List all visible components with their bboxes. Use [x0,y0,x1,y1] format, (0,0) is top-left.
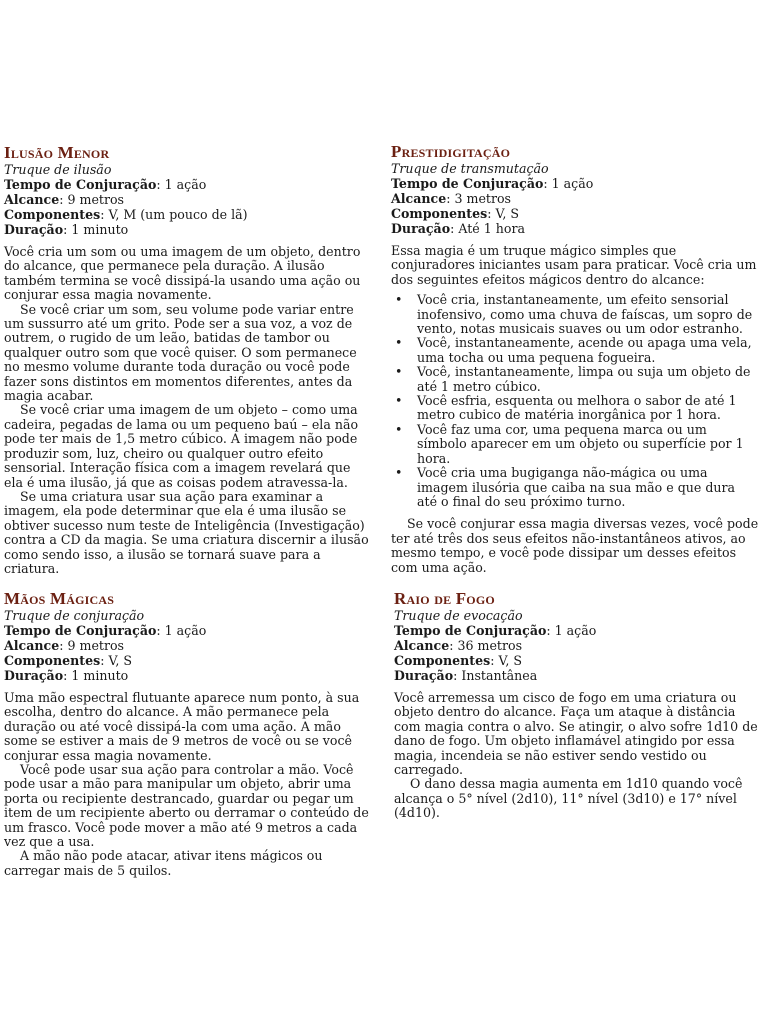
components [394,653,762,668]
duration [391,221,759,236]
stat-value: : 1 ação [156,623,207,638]
paragraph: Se uma criatura usar sua ação para examinar a imagem, ela pode determinar que ela é uma ilusão se obtiver sucesso num teste de Inteligência (Investigação) contra a CD da magia. Se uma criatura discernir a ilusão como sendo isso, a ilusão se tornará suave para a criatura. [4,488,369,576]
spell-maos-magicas [4,590,372,878]
stat-value: : 9 metros [59,638,125,653]
stat-value: : 36 metros [449,638,523,653]
stat-value: : 1 ação [543,176,594,191]
spell-school: Truque de transmutação [391,161,549,176]
spell-ilusao-menor [4,144,372,576]
stat-value: : V, S [490,653,522,668]
casting-time [4,623,372,638]
stat-label: Tempo de Conjuração [4,623,157,638]
stat-value: : V, S [487,206,519,221]
range [394,638,762,653]
components [391,206,759,221]
list-item: • Você faz uma cor, uma pequena marca ou um símbolo aparecer em um objeto ou superfície por 1 hora. [391,423,759,466]
stat-label: Duração [4,668,64,683]
range [4,192,372,207]
stat-label: Duração [391,221,451,236]
stat-label: Componentes [394,653,491,668]
spell-description [394,691,762,821]
spell-description [4,245,372,576]
stat-value: : Instantânea [453,668,538,683]
duration [4,222,372,237]
components [4,653,372,668]
range [391,191,759,206]
list-item: • Você cria uma bugiganga não-mágica ou uma imagem ilusória que caiba na sua mão e que dura até o final do seu próximo turno. [391,466,759,509]
duration [4,668,372,683]
paragraph: Se você conjurar essa magia diversas vezes, você pode ter até três dos seus efeitos não-instantâneos ativos, ao mesmo tempo, e você pode dissipar um desses efeitos com uma ação. [391,516,759,575]
paragraph: O dano dessa magia aumenta em 1d10 quando você alcança o 5° nível (2d10), 11° nível (3d10) e 17° nível (4d10). [394,776,743,821]
paragraph: Você arremessa um cisco de fogo em uma criatura ou objeto dentro do alcance. Faça um ataque à distância com magia contra o alvo. Se atingir, o alvo sofre 1d10 de dano de fogo. Um objeto inflamável atingido por essa magia, incendeia se não estiver sendo vestido ou carregado. [394,690,758,778]
stat-value: : 9 metros [59,192,125,207]
paragraph: Se você criar um som, seu volume pode variar entre um sussurro até um grito. Pode ser a sua voz, a voz de outrem, o rugido de um leão, batidas de tambor ou qualquer outro som que você quiser. O som permanece no mesmo volume durante toda duração ou você pode fazer sons distintos em momentos diferentes, antes da magia acabar. [4,301,357,404]
stat-label: Tempo de Conjuração [4,177,157,192]
stat-value: : 1 minuto [63,668,129,683]
paragraph: Se você criar uma imagem de um objeto – como uma cadeira, pegadas de lama ou um pequeno baú – ela não pode ter mais de 1,5 metro cúbico. A imagem não pode produzir som, luz, cheiro ou qualquer outro efeito sensorial. Interação física com a imagem revelará que ela é uma ilusão, já que as coisas podem atravessa-la. [4,402,359,490]
list-item: • Você esfria, esquenta ou melhora o sabor de até 1 metro cubico de matéria inorgânica por 1 hora. [391,394,759,423]
casting-time [394,623,762,638]
stat-value: : V, M (um pouco de lã) [100,207,248,222]
stat-value: : V, S [100,653,132,668]
spell-raio-de-fogo [394,590,762,821]
casting-time [391,176,759,191]
spell-school: Truque de evocação [394,608,523,623]
spell-title: Mãos Mágicas [4,589,115,608]
stat-label: Alcance [4,192,60,207]
paragraph: Uma mão espectral flutuante aparece num ponto, à sua escolha, dentro do alcance. A mão permanece pela duração ou até você dissipá-la com uma ação. A mão some se estiver a mais de 9 metros de você ou se você conjurar essa magia novamente. [4,690,360,763]
spell-title: Raio de Fogo [394,589,495,608]
stat-label: Alcance [4,638,60,653]
stat-label: Componentes [4,653,101,668]
stat-label: Duração [4,222,64,237]
spell-description [4,691,372,878]
stat-label: Tempo de Conjuração [394,623,547,638]
spell-title: Ilusão Menor [4,143,110,162]
stat-label: Tempo de Conjuração [391,176,544,191]
stat-value: : Até 1 hora [450,221,525,236]
spell-school: Truque de conjuração [4,608,145,623]
stat-label: Componentes [4,207,101,222]
components [4,207,372,222]
range [4,638,372,653]
spell-title: Prestidigitação [391,142,511,161]
paragraph: Você cria um som ou uma imagem de um objeto, dentro do alcance, que permanece pela duração. A ilusão também termina se você dissipá-la usando uma ação ou conjurar essa magia novamente. [4,244,361,303]
list-item: • Você, instantaneamente, limpa ou suja um objeto de até 1 metro cúbico. [391,365,759,394]
list-item: • Você, instantaneamente, acende ou apaga uma vela, uma tocha ou uma pequena fogueira. [391,336,759,365]
paragraph: Essa magia é um truque mágico simples que conjuradores iniciantes usam para praticar. Você cria um dos seguintes efeitos mágicos dentro do alcance: [391,243,757,287]
stat-value: : 1 ação [156,177,207,192]
spell-school: Truque de ilusão [4,162,112,177]
duration [394,668,762,683]
paragraph: A mão não pode atacar, ativar itens mágicos ou carregar mais de 5 quilos. [4,848,323,878]
casting-time [4,177,372,192]
stat-label: Duração [394,668,454,683]
stat-value: : 1 minuto [63,222,129,237]
stat-value: : 1 ação [546,623,597,638]
stat-label: Alcance [391,191,447,206]
stat-label: Alcance [394,638,450,653]
spell-prestidigitacao [391,143,759,575]
stat-value: : 3 metros [446,191,512,206]
spell-description [391,244,759,575]
paragraph: Você pode usar sua ação para controlar a mão. Você pode usar a mão para manipular um objeto, abrir uma porta ou recipiente destrancado, guardar ou pegar um item de um recipiente aberto ou derramar o conteúdo de um frasco. Você pode mover a mão até 9 metros a cada vez que a usa. [4,762,369,850]
stat-label: Componentes [391,206,488,221]
list-item: • Você cria, instantaneamente, um efeito sensorial inofensivo, como uma chuva de faíscas, um sopro de vento, notas musicais suaves ou um odor estranho. [391,293,759,336]
effect-list [391,293,759,509]
